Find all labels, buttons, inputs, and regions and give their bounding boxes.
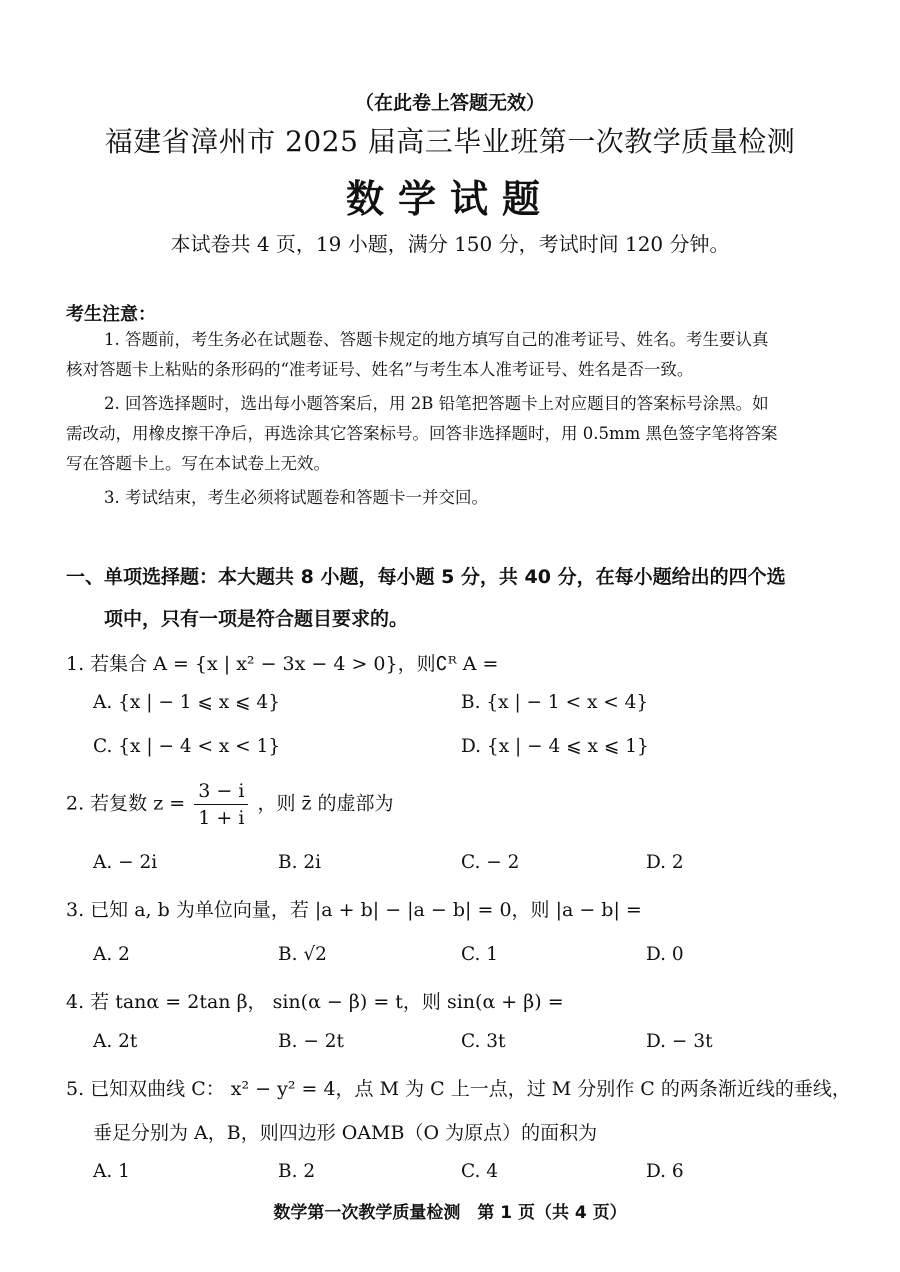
note-line: 1. 答题前，考生务必在试题卷、答题卡规定的地方填写自己的准考证号、姓名。考生要认真 (104, 330, 769, 349)
question-4-option-d: D. − 3t (646, 1031, 713, 1052)
section-heading: 一、单项选择题：本大题共 8 小题，每小题 5 分，共 40 分，在每小题给出的四个选 (66, 566, 786, 588)
note-line: 写在答题卡上。写在本试卷上无效。 (66, 454, 330, 473)
question-2-suffix: ，则 z̄ 的虚部为 (257, 792, 394, 815)
question-3-option-a: A. 2 (93, 944, 130, 965)
question-2-prefix: 2. 若复数 z = (66, 792, 186, 815)
question-5-stem: 5. 已知双曲线 C： x² − y² = 4，点 M 为 C 上一点，过 M 分别作 C 的两条渐近线的垂线， (66, 1078, 851, 1100)
note-line: 3. 考试结束，考生必须将试题卷和答题卡一并交回。 (104, 488, 488, 507)
question-1-stem: 1. 若集合 A = {x | x² − 3x − 4 > 0}，则∁ᴿ A = (66, 653, 499, 675)
notes-heading: 考生注意： (66, 304, 156, 325)
question-4-stem: 4. 若 tanα = 2tan β， sin(α − β) = t，则 sin(α + β) = (66, 991, 564, 1013)
question-5-option-b: B. 2 (278, 1161, 316, 1182)
complex-fraction (194, 780, 248, 829)
question-1-option-b: B. {x | − 1 < x < 4} (461, 692, 649, 713)
subject-title: 数学试题 (345, 177, 554, 221)
fraction-numerator: 3 − i (194, 780, 248, 805)
question-4-option-a: A. 2t (93, 1031, 138, 1052)
fraction-denominator: 1 + i (198, 807, 245, 829)
note-line: 核对答题卡上粘贴的条形码的“准考证号、姓名”与考生本人准考证号、姓名是否一致。 (66, 360, 694, 379)
section-heading-cont: 项中，只有一项是符合题目要求的。 (104, 608, 409, 630)
question-5-option-c: C. 4 (461, 1161, 499, 1182)
page-footer: 数学第一次教学质量检测 第 1 页（共 4 页） (273, 1203, 627, 1223)
question-1-option-a: A. {x | − 1 ⩽ x ⩽ 4} (93, 692, 280, 713)
question-3-stem: 3. 已知 a, b 为单位向量，若 |a + b| − |a − b| = 0，则 |a − b| = (66, 899, 642, 921)
question-3-option-b: B. √2 (278, 944, 327, 965)
note-line: 2. 回答选择题时，选出每小题答案后，用 2B 铅笔把答题卡上对应题目的答案标号涂黑。如 (104, 394, 769, 413)
question-3-option-d: D. 0 (646, 944, 684, 965)
question-2-option-c: C. − 2 (461, 852, 520, 873)
question-1-option-c: C. {x | − 4 < x < 1} (93, 736, 281, 757)
note-line: 需改动，用橡皮擦干净后，再选涂其它答案标号。回答非选择题时，用 0.5mm 黑色签字笔将答案 (66, 424, 778, 443)
question-5-option-a: A. 1 (93, 1161, 130, 1182)
invalid-answer-notice: （在此卷上答题无效） (354, 92, 545, 114)
question-5-option-d: D. 6 (646, 1161, 684, 1182)
question-1-option-d: D. {x | − 4 ⩽ x ⩽ 1} (461, 736, 649, 757)
question-2-option-b: B. 2i (278, 852, 322, 873)
question-3-option-c: C. 1 (461, 944, 499, 965)
question-5-stem-cont: 垂足分别为 A，B，则四边形 OAMB（O 为原点）的面积为 (93, 1122, 598, 1144)
question-4-option-b: B. − 2t (278, 1031, 344, 1052)
question-2-stem (66, 780, 394, 829)
question-4-option-c: C. 3t (461, 1031, 506, 1052)
question-2-option-a: A. − 2i (93, 852, 158, 873)
exam-info: 本试卷共 4 页，19 小题，满分 150 分，考试时间 120 分钟。 (170, 232, 730, 256)
exam-title: 福建省漳州市 2025 届高三毕业班第一次教学质量检测 (104, 125, 796, 158)
question-2-option-d: D. 2 (646, 852, 684, 873)
